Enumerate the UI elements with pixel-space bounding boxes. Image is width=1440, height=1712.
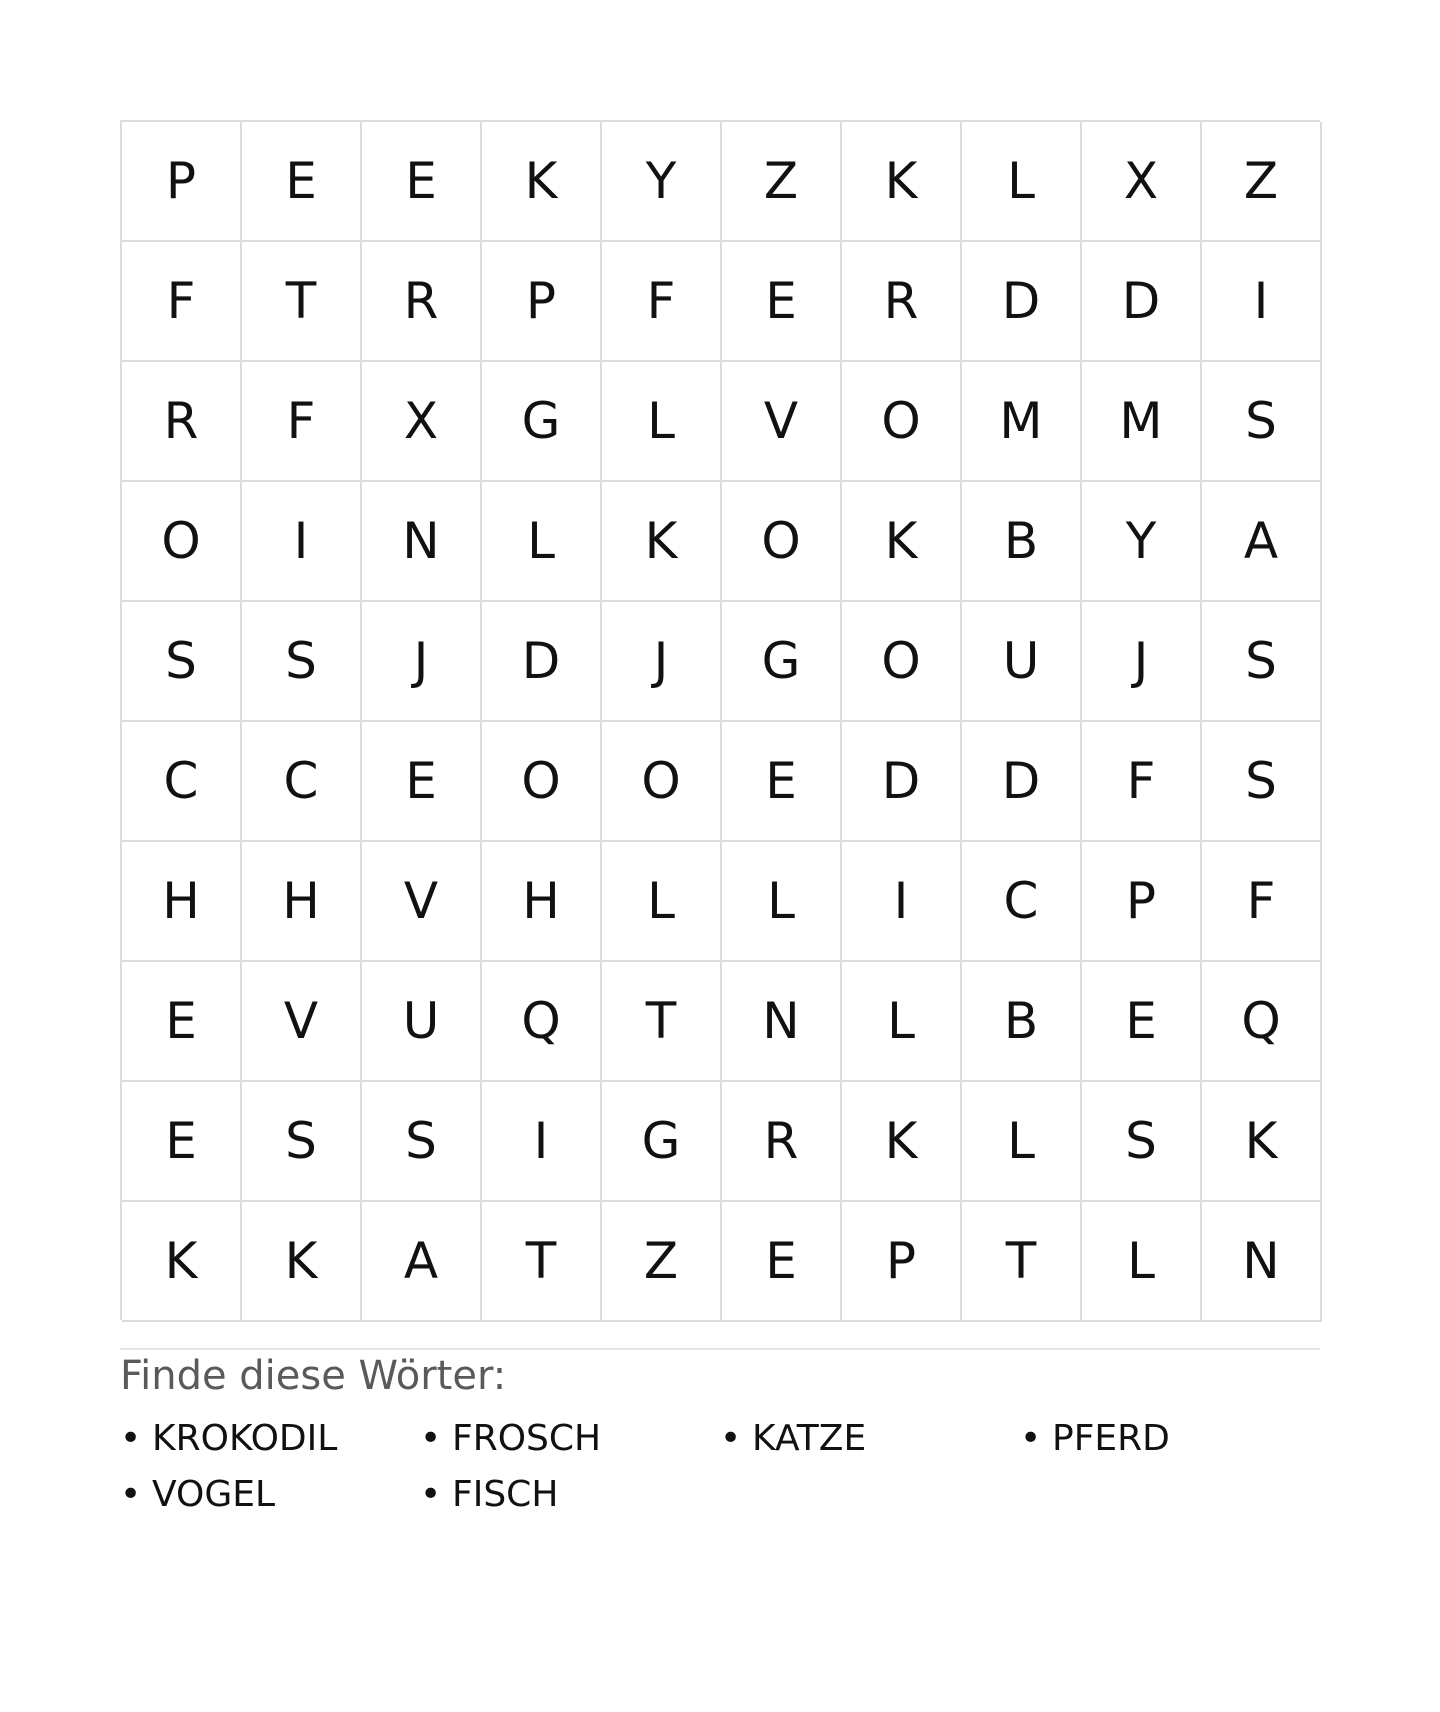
grid-cell-r4-c10[interactable]: A xyxy=(1202,482,1322,602)
grid-cell-r8-c1[interactable]: E xyxy=(122,962,242,1082)
grid-cell-r10-c1[interactable]: K xyxy=(122,1202,242,1322)
bullet-icon: • xyxy=(120,1417,142,1459)
grid-cell-r10-c8[interactable]: T xyxy=(962,1202,1082,1322)
bullet-icon: • xyxy=(1020,1417,1042,1459)
grid-cell-r4-c5[interactable]: K xyxy=(602,482,722,602)
grid-cell-r10-c9[interactable]: L xyxy=(1082,1202,1202,1322)
grid-cell-r6-c5[interactable]: O xyxy=(602,722,722,842)
word-item-katze xyxy=(720,1410,1020,1466)
grid-cell-r8-c4[interactable]: Q xyxy=(482,962,602,1082)
grid-cell-r8-c5[interactable]: T xyxy=(602,962,722,1082)
letter-grid xyxy=(120,120,1320,1320)
grid-cell-r7-c10[interactable]: F xyxy=(1202,842,1322,962)
word-label: FISCH xyxy=(452,1473,559,1515)
grid-cell-r1-c4[interactable]: K xyxy=(482,122,602,242)
grid-cell-r7-c9[interactable]: P xyxy=(1082,842,1202,962)
grid-cell-r4-c3[interactable]: N xyxy=(362,482,482,602)
grid-cell-r5-c4[interactable]: D xyxy=(482,602,602,722)
grid-cell-r2-c6[interactable]: E xyxy=(722,242,842,362)
grid-cell-r7-c1[interactable]: H xyxy=(122,842,242,962)
grid-cell-r3-c3[interactable]: X xyxy=(362,362,482,482)
grid-cell-r3-c6[interactable]: V xyxy=(722,362,842,482)
grid-cell-r3-c9[interactable]: M xyxy=(1082,362,1202,482)
grid-cell-r4-c9[interactable]: Y xyxy=(1082,482,1202,602)
grid-cell-r2-c1[interactable]: F xyxy=(122,242,242,362)
grid-cell-r9-c5[interactable]: G xyxy=(602,1082,722,1202)
grid-cell-r9-c7[interactable]: K xyxy=(842,1082,962,1202)
grid-cell-r4-c2[interactable]: I xyxy=(242,482,362,602)
grid-cell-r9-c9[interactable]: S xyxy=(1082,1082,1202,1202)
grid-cell-r8-c9[interactable]: E xyxy=(1082,962,1202,1082)
bullet-icon: • xyxy=(720,1417,742,1459)
grid-cell-r7-c8[interactable]: C xyxy=(962,842,1082,962)
grid-cell-r6-c10[interactable]: S xyxy=(1202,722,1322,842)
grid-cell-r10-c7[interactable]: P xyxy=(842,1202,962,1322)
grid-cell-r7-c4[interactable]: H xyxy=(482,842,602,962)
word-label: KATZE xyxy=(752,1417,867,1459)
grid-cell-r6-c3[interactable]: E xyxy=(362,722,482,842)
grid-cell-r8-c8[interactable]: B xyxy=(962,962,1082,1082)
instruction-heading: Finde diese Wörter: xyxy=(120,1353,507,1399)
grid-cell-r3-c8[interactable]: M xyxy=(962,362,1082,482)
grid-cell-r1-c6[interactable]: Z xyxy=(722,122,842,242)
grid-cell-r6-c6[interactable]: E xyxy=(722,722,842,842)
grid-cell-r7-c2[interactable]: H xyxy=(242,842,362,962)
grid-cell-r9-c2[interactable]: S xyxy=(242,1082,362,1202)
grid-cell-r10-c3[interactable]: A xyxy=(362,1202,482,1322)
grid-cell-r6-c9[interactable]: F xyxy=(1082,722,1202,842)
grid-cell-r10-c2[interactable]: K xyxy=(242,1202,362,1322)
grid-cell-r9-c10[interactable]: K xyxy=(1202,1082,1322,1202)
grid-cell-r5-c7[interactable]: O xyxy=(842,602,962,722)
word-label: FROSCH xyxy=(452,1417,602,1459)
grid-cell-r8-c3[interactable]: U xyxy=(362,962,482,1082)
bullet-icon: • xyxy=(420,1417,442,1459)
grid-cell-r7-c3[interactable]: V xyxy=(362,842,482,962)
grid-cell-r6-c2[interactable]: C xyxy=(242,722,362,842)
word-list xyxy=(120,1410,1320,1522)
grid-cell-r4-c6[interactable]: O xyxy=(722,482,842,602)
grid-cell-r1-c7[interactable]: K xyxy=(842,122,962,242)
grid-cell-r4-c1[interactable]: O xyxy=(122,482,242,602)
word-label: PFERD xyxy=(1052,1417,1170,1459)
grid-cell-r10-c10[interactable]: N xyxy=(1202,1202,1322,1322)
grid-cell-r1-c9[interactable]: X xyxy=(1082,122,1202,242)
grid-cell-r8-c10[interactable]: Q xyxy=(1202,962,1322,1082)
grid-cell-r5-c8[interactable]: U xyxy=(962,602,1082,722)
bullet-icon: • xyxy=(120,1473,142,1515)
grid-cell-r6-c8[interactable]: D xyxy=(962,722,1082,842)
grid-cell-r5-c1[interactable]: S xyxy=(122,602,242,722)
grid-cell-r2-c2[interactable]: T xyxy=(242,242,362,362)
grid-cell-r10-c6[interactable]: E xyxy=(722,1202,842,1322)
grid-cell-r5-c6[interactable]: G xyxy=(722,602,842,722)
grid-cell-r8-c6[interactable]: N xyxy=(722,962,842,1082)
grid-cell-r8-c7[interactable]: L xyxy=(842,962,962,1082)
grid-cell-r3-c10[interactable]: S xyxy=(1202,362,1322,482)
grid-cell-r5-c2[interactable]: S xyxy=(242,602,362,722)
grid-cell-r5-c9[interactable]: J xyxy=(1082,602,1202,722)
grid-cell-r7-c6[interactable]: L xyxy=(722,842,842,962)
grid-cell-r5-c10[interactable]: S xyxy=(1202,602,1322,722)
grid-cell-r9-c4[interactable]: I xyxy=(482,1082,602,1202)
word-item-frosch xyxy=(420,1410,720,1466)
word-item-pferd xyxy=(1020,1410,1320,1466)
grid-cell-r2-c7[interactable]: R xyxy=(842,242,962,362)
grid-cell-r9-c1[interactable]: E xyxy=(122,1082,242,1202)
grid-cell-r6-c7[interactable]: D xyxy=(842,722,962,842)
grid-cell-r2-c9[interactable]: D xyxy=(1082,242,1202,362)
grid-cell-r6-c1[interactable]: C xyxy=(122,722,242,842)
grid-cell-r8-c2[interactable]: V xyxy=(242,962,362,1082)
word-item-fisch xyxy=(420,1466,720,1522)
grid-cell-r3-c1[interactable]: R xyxy=(122,362,242,482)
grid-cell-r7-c5[interactable]: L xyxy=(602,842,722,962)
grid-cell-r3-c5[interactable]: L xyxy=(602,362,722,482)
grid-cell-r6-c4[interactable]: O xyxy=(482,722,602,842)
grid-cell-r10-c5[interactable]: Z xyxy=(602,1202,722,1322)
grid-cell-r5-c5[interactable]: J xyxy=(602,602,722,722)
word-item-vogel xyxy=(120,1466,420,1522)
grid-cell-r4-c4[interactable]: L xyxy=(482,482,602,602)
grid-cell-r1-c5[interactable]: Y xyxy=(602,122,722,242)
grid-cell-r9-c8[interactable]: L xyxy=(962,1082,1082,1202)
grid-cell-r3-c2[interactable]: F xyxy=(242,362,362,482)
grid-cell-r4-c8[interactable]: B xyxy=(962,482,1082,602)
word-item-krokodil xyxy=(120,1410,420,1466)
grid-cell-r2-c8[interactable]: D xyxy=(962,242,1082,362)
grid-cell-r2-c10[interactable]: I xyxy=(1202,242,1322,362)
grid-cell-r2-c4[interactable]: P xyxy=(482,242,602,362)
grid-cell-r1-c3[interactable]: E xyxy=(362,122,482,242)
grid-cell-r4-c7[interactable]: K xyxy=(842,482,962,602)
divider xyxy=(120,1348,1320,1350)
grid-cell-r1-c10[interactable]: Z xyxy=(1202,122,1322,242)
grid-cell-r10-c4[interactable]: T xyxy=(482,1202,602,1322)
grid-cell-r2-c5[interactable]: F xyxy=(602,242,722,362)
grid-cell-r9-c6[interactable]: R xyxy=(722,1082,842,1202)
grid-cell-r9-c3[interactable]: S xyxy=(362,1082,482,1202)
word-label: VOGEL xyxy=(152,1473,276,1515)
grid-cell-r3-c7[interactable]: O xyxy=(842,362,962,482)
grid-cell-r3-c4[interactable]: G xyxy=(482,362,602,482)
grid-cell-r2-c3[interactable]: R xyxy=(362,242,482,362)
grid-cell-r1-c1[interactable]: P xyxy=(122,122,242,242)
grid-cell-r7-c7[interactable]: I xyxy=(842,842,962,962)
grid-cell-r1-c2[interactable]: E xyxy=(242,122,362,242)
bullet-icon: • xyxy=(420,1473,442,1515)
word-label: KROKODIL xyxy=(152,1417,338,1459)
grid-cell-r5-c3[interactable]: J xyxy=(362,602,482,722)
grid-cell-r1-c8[interactable]: L xyxy=(962,122,1082,242)
